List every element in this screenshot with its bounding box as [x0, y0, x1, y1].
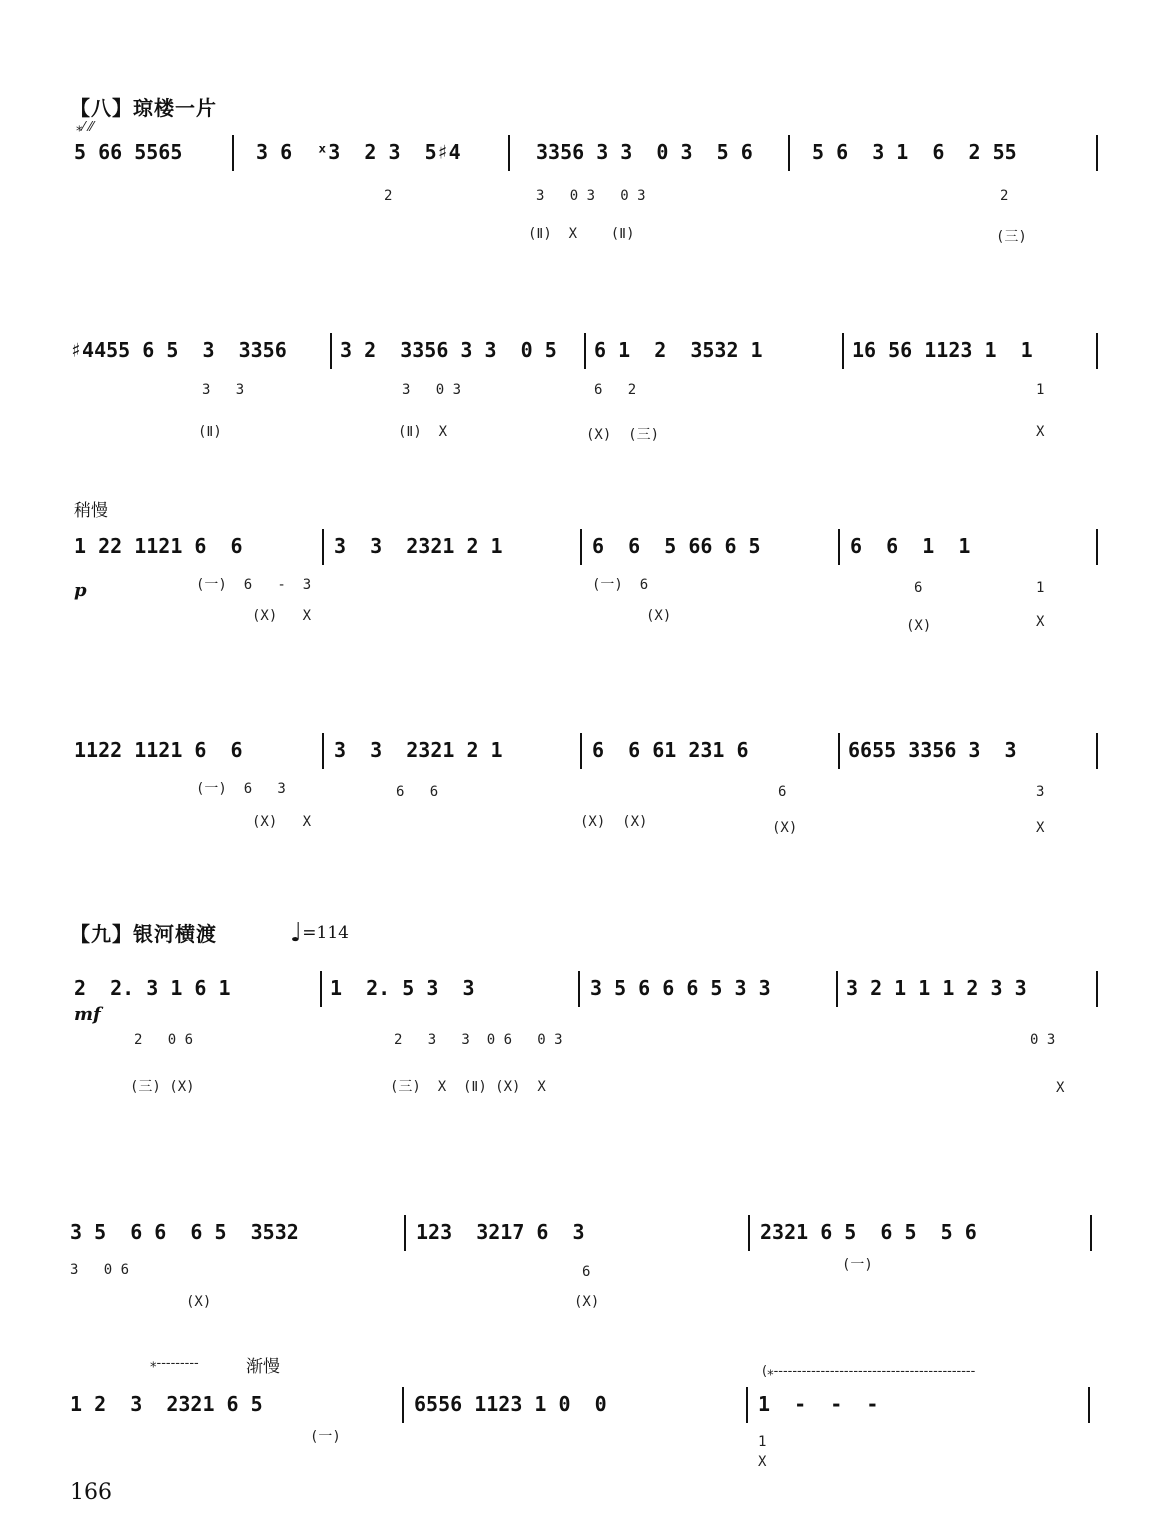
barline	[322, 733, 324, 769]
lower-voice: 3 0 3 0 3	[536, 188, 646, 204]
lower-voice: 1	[758, 1434, 767, 1450]
measure: 3 3 2321 2 1	[334, 534, 503, 558]
gradually-slower-marking: 渐慢	[246, 1357, 280, 1377]
lower-voice: 2 3 3 0 6 0 3	[394, 1032, 563, 1048]
lower-voice: 6	[778, 784, 787, 800]
barline	[836, 971, 838, 1007]
percussion-marks: (X) (三)	[586, 427, 660, 443]
barline	[580, 733, 582, 769]
barline	[788, 135, 790, 171]
lower-voice: 3 3	[202, 382, 245, 398]
percussion-marks: (X)	[574, 1294, 600, 1310]
barline	[1090, 1215, 1092, 1251]
barline	[1096, 333, 1098, 369]
lower-voice: 6 6	[396, 784, 439, 800]
measure: 5 6 3 1 6 2 55	[812, 140, 1017, 164]
slightly-slower-marking: 稍慢	[74, 501, 108, 521]
barline	[322, 529, 324, 565]
barline	[748, 1215, 750, 1251]
trill-extension: ⁎---------	[150, 1356, 199, 1371]
lower-voice: 3 0 3	[402, 382, 462, 398]
staff-row-6	[0, 1220, 1152, 1320]
barline	[746, 1387, 748, 1423]
measure: 3 3 2321 2 1	[334, 738, 503, 762]
dynamic-p: p	[74, 580, 87, 601]
percussion-marks: (X) (X)	[580, 814, 648, 830]
barline	[320, 971, 322, 1007]
percussion-marks: (三) (X)	[130, 1079, 195, 1095]
lower-voice: (一) 6 3	[196, 781, 286, 797]
lower-voice: 6	[582, 1264, 591, 1280]
lower-voice: 6 2	[594, 382, 637, 398]
measure: 5 66 5565	[74, 140, 183, 164]
barline	[232, 135, 234, 171]
measure: 123 3217 6 3	[416, 1220, 585, 1244]
measure: 16 56 1123 1 1	[852, 338, 1033, 362]
measure: 1 2 3 2321 6 5	[70, 1392, 263, 1416]
percussion-marks: X	[1036, 820, 1045, 836]
measure: 6 6 1 1	[850, 534, 971, 558]
measure: 3356 3 3 0 3 5 6	[536, 140, 753, 164]
lower-voice: 2 0 6	[134, 1032, 194, 1048]
measure: 3 5 6 6 6 5 3532	[70, 1220, 299, 1244]
breath-ornament: ⁎⁄ ⁄⁄	[76, 120, 94, 135]
lower-voice: (一)	[310, 1429, 341, 1445]
percussion-marks: (Ⅱ) X (Ⅱ)	[528, 226, 635, 242]
lower-voice: (一) 6 - 3	[196, 577, 312, 593]
percussion-marks: (Ⅱ)	[198, 424, 222, 440]
staff-row-7	[0, 1392, 1152, 1492]
lower-voice: 2	[1000, 188, 1009, 204]
barline	[1096, 135, 1098, 171]
measure: 3 6 ˣ3 2 3 5♯4	[256, 140, 461, 164]
measure: 6 6 5 66 6 5	[592, 534, 761, 558]
barline	[584, 333, 586, 369]
measure: ♯4455 6 5 3 3356	[70, 338, 287, 362]
quarter-note-icon: ♩	[290, 918, 303, 948]
staff-row-1	[0, 120, 1152, 250]
percussion-marks: (X)	[772, 820, 798, 836]
measure: 1 - - -	[758, 1392, 879, 1416]
percussion-marks: (X) X	[252, 608, 312, 624]
lower-voice: 1	[1036, 580, 1045, 596]
staff-row-5	[0, 976, 1152, 1096]
lower-voice: 0 3	[1030, 1032, 1056, 1048]
barline	[404, 1215, 406, 1251]
tempo-marking	[290, 918, 349, 948]
barline	[578, 971, 580, 1007]
section-title-9: 【九】银河横渡	[70, 922, 217, 946]
section-title-8: 【八】琼楼一片	[70, 96, 217, 120]
barline	[580, 529, 582, 565]
tempo-value: =114	[302, 923, 349, 943]
percussion-marks: (X)	[906, 618, 932, 634]
barline	[1096, 971, 1098, 1007]
percussion-marks: X	[1036, 424, 1045, 440]
barline	[1096, 529, 1098, 565]
percussion-marks: (X)	[646, 608, 672, 624]
lower-voice: 2	[384, 188, 393, 204]
measure: 6655 3356 3 3	[848, 738, 1017, 762]
lower-voice: 3	[1036, 784, 1045, 800]
percussion-marks: (X) X	[252, 814, 312, 830]
percussion-marks: (三) X (Ⅱ) (X) X	[390, 1079, 546, 1095]
staff-row-3	[0, 534, 1152, 644]
dynamic-mf: mf	[74, 1004, 101, 1025]
measure: 2321 6 5 6 5 5 6	[760, 1220, 977, 1244]
measure: 6556 1123 1 0 0	[414, 1392, 607, 1416]
lower-voice: (一)	[842, 1257, 873, 1273]
barline	[330, 333, 332, 369]
barline	[838, 529, 840, 565]
percussion-marks: (Ⅱ) X	[398, 424, 448, 440]
percussion-marks: (三)	[996, 229, 1027, 245]
percussion-marks: X	[1056, 1080, 1065, 1096]
staff-row-4	[0, 738, 1152, 848]
measure: 6 6 61 231 6	[592, 738, 749, 762]
barline	[1088, 1387, 1090, 1423]
percussion-marks: X	[1036, 614, 1045, 630]
page-number: 166	[70, 1480, 112, 1505]
percussion-marks: X	[758, 1454, 767, 1470]
measure: 1 2. 5 3 3	[330, 976, 475, 1000]
measure: 1 22 1121 6 6	[74, 534, 243, 558]
measure: 1122 1121 6 6	[74, 738, 243, 762]
measure: 3 2 1 1 1 2 3 3	[846, 976, 1027, 1000]
percussion-marks: (X)	[186, 1294, 212, 1310]
trill-extension: (⁎-------------------------------------------	[762, 1364, 976, 1379]
barline	[1096, 733, 1098, 769]
lower-voice: 6	[914, 580, 923, 596]
measure: 6 1 2 3532 1	[594, 338, 763, 362]
barline	[838, 733, 840, 769]
barline	[842, 333, 844, 369]
lower-voice: (一) 6	[592, 577, 649, 593]
barline	[402, 1387, 404, 1423]
lower-voice: 3 0 6	[70, 1262, 130, 1278]
measure: 3 2 3356 3 3 0 5	[340, 338, 557, 362]
lower-voice: 1	[1036, 382, 1045, 398]
staff-row-2	[0, 338, 1152, 448]
measure: 3 5 6 6 6 5 3 3	[590, 976, 771, 1000]
barline	[508, 135, 510, 171]
measure: 2 2. 3 1 6 1	[74, 976, 231, 1000]
